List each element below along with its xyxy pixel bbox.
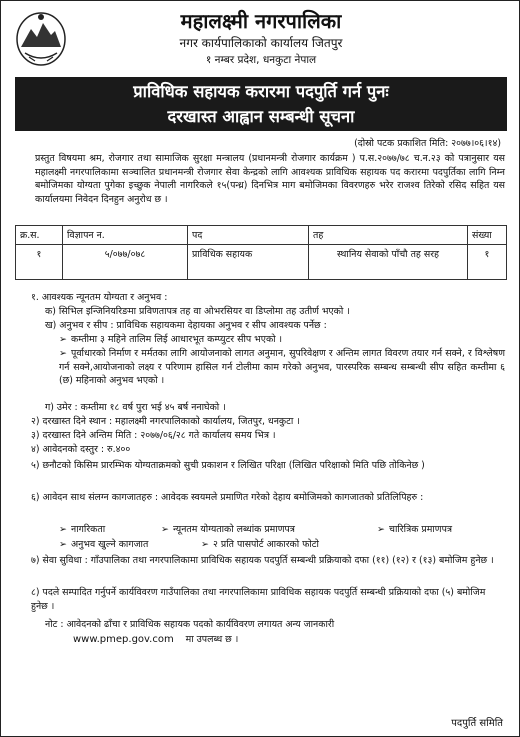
office-address: १ नम्बर प्रदेश, धनकुटा नेपाल (205, 54, 317, 66)
col-header-level: तह (309, 226, 468, 245)
intro-paragraph: प्रस्तुत विषयमा श्रम, रोजगार तथा सामाजिक सुरक्षा मन्त्रालय (प्रधानमन्त्री रोजगार कार्यक्रम ) प.स.२०७७/७८ च.न.२३ को पत्रानुसार यस महालक्ष्मी नगरपालिकामा सञ्चालित प्रधानमन्त्री रोजगार सेवा केन्द्रको लागि आवश्यक प्राविधिक सहायक पद करारमा पदपुर्तिका लागि निम्न बमोजिमका योग्यता पुगेका इच्छुक नेपाली नागरिकले १५(पन्ध्र) दिनभित्र माग बमोजिमका विवरणहरु भरेर राजश्व तिरेको रसिद सहित यस कार्यालयमा निवेदन दिनहुन अनुरोध छ । (35, 153, 505, 205)
title-line-2: दरखास्त आह्वान सम्बन्धी सूचना (167, 107, 355, 126)
section-1b-item-2 (59, 347, 505, 388)
office-name: नगर कार्यपालिकाको कार्यालय जितपुर (179, 36, 343, 50)
arrow-bullet-icon: ➢ (59, 524, 67, 535)
org-name: महालक्ष्मी नगरपालिका (180, 9, 342, 33)
item-text: कम्तीमा ३ महिने तालिम लिई आधारभूत कम्प्युटर सीप भएको । (71, 334, 283, 345)
cell-level: स्थानिय सेवाको पाँचौ तह सरह (309, 245, 468, 280)
vacancy-table (15, 225, 507, 280)
item-text: पूर्वाधारको निर्माण र मर्मतका लागि आयोजनाको लागत अनुमान, सुपरिवेक्षण र अन्तिम लागत विवरण तयार गर्न सक्ने, र विश्लेषण गर्न सक्ने,आयोजनाको लक्ष्य र परिणाम हासिल गर्न टोलीमा काम गरेको अनुभव, पारस्परिक सम्बन्ध सम्बन्धी सीप सहित कम्तीमा ६ (छ) महिनाको अनुभव भएको । (59, 348, 505, 386)
doc-text: अनुभव खुल्ने कागजात (71, 539, 149, 550)
cell-ad-no: ५/०७७/०७८ (63, 245, 188, 280)
arrow-bullet-icon: ➢ (377, 524, 385, 535)
arrow-bullet-icon: ➢ (59, 539, 67, 550)
arrow-bullet-icon: ➢ (161, 524, 169, 535)
title-line-1: प्राविधिक सहायक करारमा पदपुर्ति गर्न पुनः (133, 82, 389, 101)
section-6: ६) आवेदन साथ संलग्न कागजातहरु : आवेदक स्वयमले प्रमाणित गरेको देहाय बमोजिमको कागजातको प्रतिलिपिहरु : (31, 492, 424, 503)
section-1b: ख) अनुभव र सीप : प्राविधिक सहायकमा देहायका अनुभव र सीप आवश्यक पर्नेछ : (45, 320, 327, 331)
signature-committee: पदपुर्ति समिति (451, 718, 503, 729)
doc-text: नागरिकता (71, 524, 106, 535)
doc-text: चारित्रिक प्रमाणपत्र (389, 524, 453, 535)
col-header-count: संख्या (468, 226, 507, 245)
arrow-bullet-icon: ➢ (201, 539, 209, 550)
table-header-row (16, 226, 507, 245)
section-7: ७) सेवा सुविधा : गाँउपालिका तथा नगरपालिकामा प्राविधिक सहायक पदपुर्ति सम्बन्धी प्रक्रियाको दफा (११) (१२) र (१३) बमोजिम हुनेछ । (31, 555, 494, 566)
cell-post: प्राविधिक सहायक (188, 245, 309, 280)
cell-serial: १ (16, 245, 63, 280)
arrow-bullet-icon: ➢ (59, 348, 67, 359)
section-1g: ग) उमेर : कम्तीमा १८ वर्ष पुरा भई ४५ बर्ष ननाघेको । (45, 402, 226, 413)
doc-item-2 (161, 523, 295, 537)
section-1a: क) सिभिल इन्जिनियरिङमा प्रविणतापत्र तह वा ओभरसियर वा डिप्लोमा तह उतीर्ण भएको । (45, 306, 350, 317)
doc-item-1 (59, 523, 105, 537)
note-text: नोट : आवेदनको ढाँचा र प्राविधिक सहायक पदको कार्यविवरण लगायत अन्य जानकारी (45, 619, 335, 630)
website-link[interactable]: www.pmep.gov.com (73, 634, 174, 645)
doc-text: न्यूनतम योग्यताको लब्धांक प्रमाणपत्र (173, 524, 295, 535)
section-5: ५) छनौटको किसिम प्रारम्भिक योग्यताक्रमको सुची प्रकाशन र लिखित परिक्षा (लिखित परिक्षाको मिति पछि तोकिनेछ ) (31, 460, 425, 471)
arrow-bullet-icon: ➢ (59, 334, 67, 345)
col-header-serial: क्र.स. (16, 226, 63, 245)
doc-text: २ प्रति पासपोर्ट आकारको फोटो (213, 539, 319, 550)
section-3: ३) दरखास्त दिने अन्तिम मिति : २०७७/०६/२८ गते कार्यालय समय भित्र । (31, 430, 276, 441)
section-4: ४) आवेदनको दस्तुर : रु.४०० (31, 444, 131, 455)
notice-title-banner (15, 77, 507, 131)
section-1b-item-1 (59, 333, 505, 347)
section-2: २) दरखास्त दिने स्थान : महालक्ष्मी नगरपालिकाको कार्यालय, जितपुर, धनकुटा । (31, 416, 300, 427)
publish-date: (दोस्रो पटक प्रकाशित मिति: २०७७।०६।१४) (354, 138, 501, 149)
col-header-post: पद (188, 226, 309, 245)
section-8: ८) पदले सम्पादित गर्नुपर्ने कार्यविवरण गाउँपालिका तथा नगरपालिकामा प्राविधिक सहायक पदपुर्ति सम्बन्धी प्रक्रियाको दफा (५) बमोजिम हुनेछ । (31, 587, 486, 612)
website-line (73, 633, 373, 647)
doc-item-5 (201, 538, 319, 552)
doc-item-3 (377, 523, 452, 537)
website-tail: मा उपलब्ध छ । (185, 634, 239, 645)
col-header-ad-no: विज्ञापन न. (63, 226, 188, 245)
table-row (16, 245, 507, 280)
doc-item-4 (59, 538, 148, 552)
cell-count: १ (468, 245, 507, 280)
section-1-title: १. आवश्यक न्यूनतम योग्यता र अनुभव : (31, 292, 168, 303)
